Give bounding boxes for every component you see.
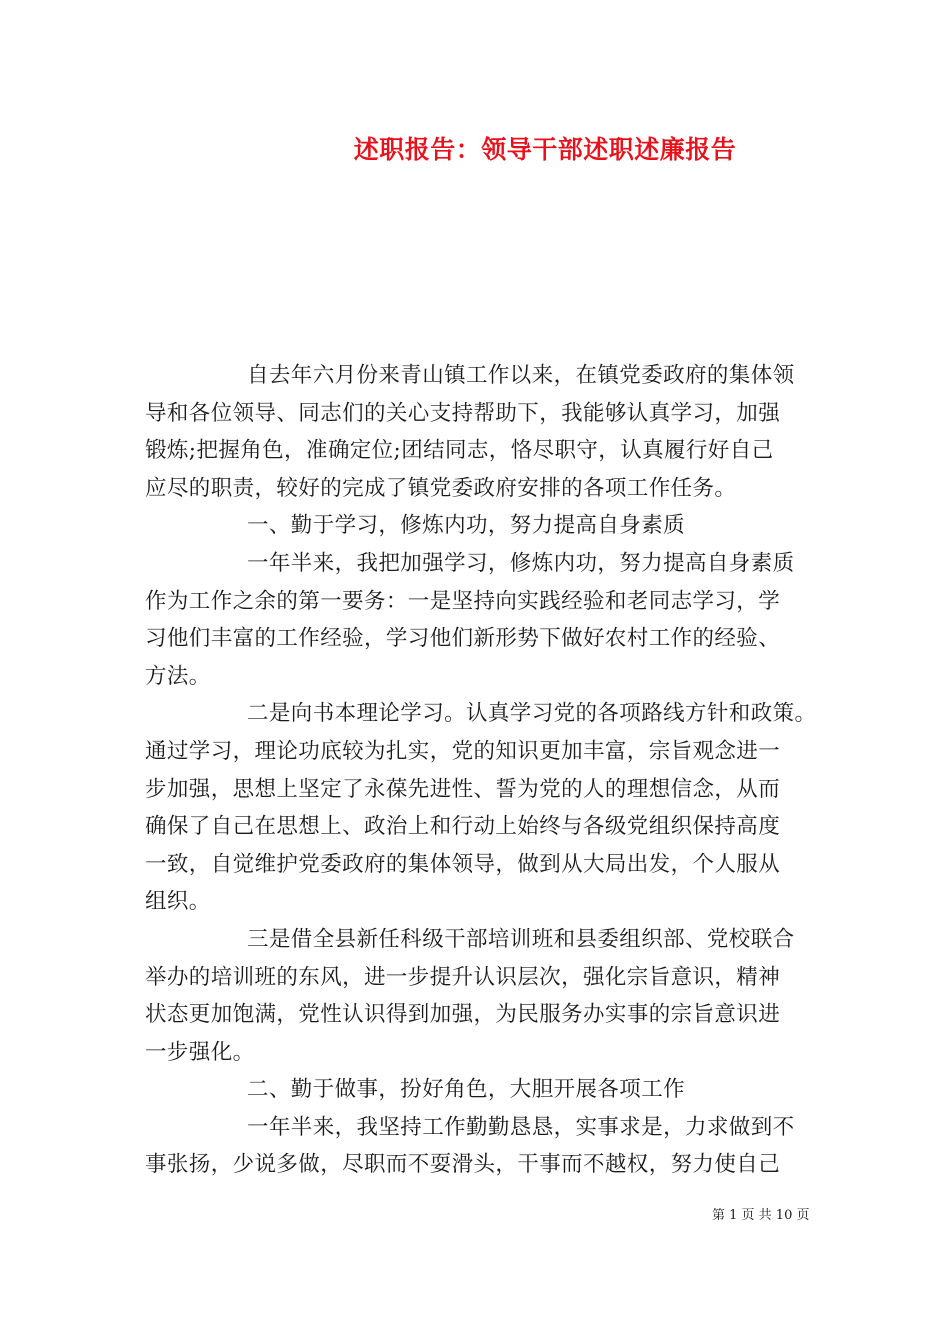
text-line: 事张扬，少说多做，尽职而不耍滑头，干事而不越权，努力使自己 [145,1152,781,1178]
text-line: 一年半来，我坚持工作勤勤恳恳，实事求是，力求做到不 [247,1114,795,1140]
text-line: 作为工作之余的第一要务：一是坚持向实践经验和老同志学习，学 [145,588,781,614]
text-line: 一年半来，我把加强学习，修炼内功，努力提高自身素质 [247,550,795,576]
page-footer: 第 1 页 共 10 页 [712,1208,810,1223]
text-line: 一、勤于学习，修炼内功，努力提高自身素质 [247,513,686,539]
text-line: 三是借全县新任科级干部培训班和县委组织部、党校联合 [247,926,795,952]
text-line: 应尽的职责，较好的完成了镇党委政府安排的各项工作任务。 [145,475,737,501]
text-line: 一致，自觉维护党委政府的集体领导，做到从大局出发，个人服从 [145,851,781,877]
text-line: 状态更加饱满，党性认识得到加强，为民服务办实事的宗旨意识进 [145,1002,781,1028]
text-line: 确保了自己在思想上、政治上和行动上始终与各级党组织保持高度 [145,814,781,840]
text-line: 二、勤于做事，扮好角色，大胆开展各项工作 [247,1077,686,1103]
text-line: 二是向书本理论学习。认真学习党的各项路线方针和政策。 [247,701,817,727]
text-line: 步加强，思想上坚定了永葆先进性、誓为党的人的理想信念，从而 [145,776,781,802]
text-line: 自去年六月份来青山镇工作以来，在镇党委政府的集体领 [247,363,795,388]
text-line: 习他们丰富的工作经验，学习他们新形势下做好农村工作的经验、 [145,626,781,652]
text-line: 锻炼;把握角色，准确定位;团结同志，恪尽职守，认真履行好自己 [145,438,774,464]
document-body [145,357,817,1184]
text-line: 一步强化。 [145,1039,255,1065]
text-line: 举办的培训班的东风，进一步提升认识层次，强化宗旨意识，精神 [145,964,781,990]
text-line: 组织。 [145,889,211,915]
document-title: 述职报告：领导干部述职述廉报告 [353,135,737,164]
text-line: 通过学习，理论功底较为扎实，党的知识更加丰富，宗旨观念进一 [145,738,781,764]
text-line: 导和各位领导、同志们的关心支持帮助下，我能够认真学习，加强 [145,400,781,426]
text-line: 方法。 [145,663,211,689]
